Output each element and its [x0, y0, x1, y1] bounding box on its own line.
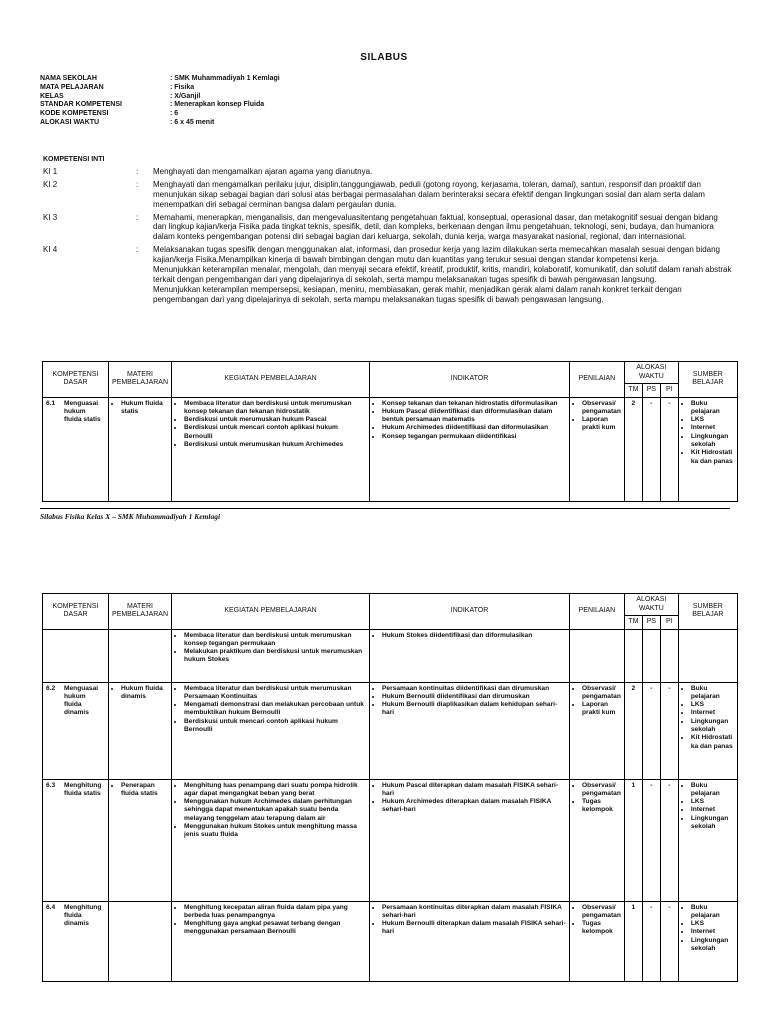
kegiatan-cell-list [175, 782, 366, 840]
penilaian-cell-list [573, 400, 621, 433]
header-materi: MATERI PEMBELAJARAN [109, 594, 172, 630]
bullet-item: • Kit Hidrostati ka dan panas [691, 734, 734, 751]
table-header-row [43, 594, 738, 616]
syllabus-table-2 [42, 593, 738, 982]
bullet-item: • Lingkungan sekolah [691, 433, 734, 450]
kegiatan-cell [172, 629, 370, 682]
ki-row [43, 180, 733, 210]
kegiatan-cell [172, 682, 370, 779]
header-pi: PI [660, 384, 678, 398]
ki-colon: : [136, 179, 139, 189]
ki-code: KI 4 [43, 245, 58, 255]
table-row [43, 397, 738, 501]
kegiatan-cell-list [175, 400, 366, 450]
bullet-item: • Berdiskusi untuk merumuskan hukum Pascal [184, 416, 366, 424]
bullet-item: • Buku pelajaran [691, 904, 734, 921]
sumber-cell-list [682, 400, 734, 466]
bullet-item: • Internet [691, 806, 734, 814]
kompetensi-inti [43, 155, 733, 308]
bullet-item: • Menggunakan hukum Archimedes dalam perhitungan sehingga dapat menentukan apakah suatu benda melayang tenggelam atau terapung dalam air [184, 798, 366, 823]
ki-row [43, 245, 733, 304]
bullet-item: • Hukum Bernoulli diaplikasikan dalam kehidupan sehari-hari [382, 701, 566, 718]
indikator-cell [370, 682, 570, 779]
tm-cell [624, 629, 642, 682]
bullet-item: • Lingkungan sekolah [691, 937, 734, 954]
indikator-cell-list [373, 782, 566, 815]
sumber-cell [678, 779, 737, 901]
info-label: KELAS [40, 92, 64, 100]
kd-cell [43, 682, 109, 779]
kegiatan-cell [172, 901, 370, 981]
sumber-cell [678, 901, 737, 981]
info-value: : Menerapkan konsep Fluida [170, 101, 265, 109]
ki-code: KI 2 [43, 179, 58, 189]
header-materi: MATERI PEMBELAJARAN [109, 362, 172, 398]
bullet-item: • Hukum Archimedes diidentifikasi dan diformulasikan [382, 424, 566, 432]
materi-cell [109, 397, 172, 501]
table-row [43, 629, 738, 682]
pi-cell [660, 629, 678, 682]
sumber-cell [678, 682, 737, 779]
kd-cell [43, 397, 109, 501]
kd-cell [43, 779, 109, 901]
bullet-item: • Lingkungan sekolah [691, 718, 734, 735]
bullet-item: • Berdiskusi untuk mencari contoh aplikasi hukum Bernoulli [184, 424, 366, 441]
kd-cell [43, 629, 109, 682]
bullet-item: • Internet [691, 424, 734, 432]
bullet-item: • Observasi/ pengamatan [582, 904, 621, 921]
pi-cell: - [660, 682, 678, 779]
info-label: KODE KOMPETENSI [40, 110, 109, 118]
penilaian-cell-list [573, 904, 621, 937]
ki-code: KI 3 [43, 212, 58, 222]
school-info [40, 75, 280, 128]
kd-text: Menghitung fluida statis [64, 781, 102, 797]
ki-row [43, 213, 733, 243]
syllabus-table-1 [42, 361, 738, 502]
bullet-item: • Melakukan praktikum dan berdiskusi untuk merumuskan hukum Stokes [184, 648, 366, 665]
header-tm: TM [624, 616, 642, 630]
kegiatan-cell [172, 779, 370, 901]
header-kegiatan: KEGIATAN PEMBELAJARAN [172, 594, 370, 630]
pi-cell: - [660, 901, 678, 981]
ki-text [153, 213, 733, 243]
ki-paragraph: Melaksanakan tugas spesifik dengan menggunakan alat, informasi, dan prosedur kerja yang lazim dilakukan serta memecahkan masalah sesuai dengan bidang kajian/kerja Fisika.Menampilkan kinerja di bawah bimbingan dengan mutu dan kuantitas yang terukur sesuai dengan standar kompetensi kerja. [153, 245, 721, 265]
header-penilaian: PENILAIAN [570, 594, 625, 630]
footer-divider [40, 508, 730, 509]
info-value: : 6 x 45 menit [170, 118, 215, 126]
penilaian-cell [570, 629, 625, 682]
ki-paragraph: Menunjukkan keterampilan menalar, mengolah, dan menyaji secara efektif, kreatif, produktif, kritis, mandiri, kolaboratif, komunikatif, dan solutif dalam ranah abstrak terkait dengan pengembangan dari yang dipelajarinya di sekolah, serta mampu melaksanakan tugas spesifik di bawah pengawasan langsung. [153, 265, 732, 284]
kd-content [46, 782, 105, 799]
tm-cell: 1 [624, 901, 642, 981]
header-kompetensi-dasar: KOMPETENSI DASAR [43, 362, 109, 398]
info-value: : Fisika [170, 83, 195, 91]
tm-cell: 2 [624, 682, 642, 779]
indikator-cell [370, 397, 570, 501]
materi-cell-list [112, 400, 168, 417]
bullet-item: • Konsep tekanan dan tekanan hidrostatis diformulasikan [382, 400, 566, 408]
materi-cell-list [112, 782, 168, 799]
ki-paragraph: Menunjukkan keterampilan mempersepsi, kesiapan, meniru, membiasakan, gerak mahir, menjadikan gerak alami dalam ranah konkret terkait dengan pengembangan dari yang dipelajarinya di sekolah, serta mampu melaksanakan tugas spesifik di bawah pengawasan langsung. [153, 284, 682, 304]
tm-cell: 2 [624, 397, 642, 501]
header-alokasi-waktu: ALOKASI WAKTU [624, 594, 678, 616]
bullet-item: • Hukum Pascal diidentifikasi dan diformulasikan dalam bentuk persamaan matematis [382, 408, 566, 425]
kd-code: 6.2 [46, 684, 56, 692]
bullet-item: • Konsep tegangan permukaan diidentifikasi [382, 433, 566, 441]
bullet-item: • Berdiskusi untuk mencari contoh aplikasi hukum Bernoulli [184, 718, 366, 735]
table-row [43, 682, 738, 779]
info-row [40, 93, 280, 102]
ki-heading: KOMPETENSI INTI [43, 156, 105, 163]
kd-content [46, 904, 105, 929]
ki-colon: : [136, 245, 139, 255]
table-row [43, 901, 738, 981]
indikator-cell [370, 629, 570, 682]
ki-list [43, 167, 733, 305]
bullet-item: • Hukum Archimedes diterapkan dalam masalah FISIKA sehari-hari [382, 798, 566, 815]
tm-cell: 1 [624, 779, 642, 901]
header-penilaian: PENILAIAN [570, 362, 625, 398]
penilaian-cell [570, 901, 625, 981]
sumber-cell [678, 397, 737, 501]
penilaian-cell-list [573, 685, 621, 718]
sumber-cell-list [682, 782, 734, 832]
info-row [40, 119, 280, 128]
page-footer: Silabus Fisika Kelas X – SMK Muhammadiyah 1 Kemlagi [40, 512, 221, 521]
bullet-item: • Hukum fluida statis [121, 400, 168, 417]
sumber-cell [678, 629, 737, 682]
ps-cell: - [642, 397, 660, 501]
bullet-item: • Observasi/ pengamatan [582, 400, 621, 417]
kd-code: 6.3 [46, 781, 56, 789]
table-row [43, 779, 738, 901]
info-value: : 6 [170, 110, 179, 118]
header-kompetensi-dasar: KOMPETENSI DASAR [43, 594, 109, 630]
materi-cell-list [112, 685, 168, 702]
bullet-item: • Internet [691, 928, 734, 936]
kd-text: Menghitung fluida dinamis [64, 903, 102, 928]
bullet-item: • Observasi/ pengamatan [582, 685, 621, 702]
ps-cell: - [642, 901, 660, 981]
ki-row [43, 167, 733, 177]
header-kegiatan: KEGIATAN PEMBELAJARAN [172, 362, 370, 398]
info-value: : SMK Muhammadiyah 1 Kemlagi [170, 75, 280, 82]
header-alokasi-waktu: ALOKASI WAKTU [624, 362, 678, 384]
bullet-item: • Hukum Stokes diidentifikasi dan diformulasikan [382, 632, 566, 640]
bullet-item: • Membaca literatur dan berdiskusi untuk merumuskan konsep tekanan dan tekanan hidrostatik [184, 400, 366, 417]
kd-code: 6.1 [46, 399, 56, 407]
bullet-item: • Tugas kelompok [582, 798, 621, 815]
header-ps: PS [642, 384, 660, 398]
indikator-cell [370, 779, 570, 901]
materi-cell [109, 901, 172, 981]
bullet-item: • Observasi/ pengamatan [582, 782, 621, 799]
info-label: NAMA SEKOLAH [40, 75, 97, 82]
bullet-item: • Menggunakan hukum Stokes untuk menghitung massa jenis suatu fluida [184, 823, 366, 840]
kd-text: Menguasai hukum fluida statis [64, 399, 101, 424]
indikator-cell-list [373, 632, 566, 640]
bullet-item: • Kit Hidrostati ka dan panas [691, 449, 734, 466]
bullet-item: • Persamaan kontinuitas diidentifikasi dan dirumuskan [382, 685, 566, 693]
penilaian-cell [570, 682, 625, 779]
info-value: : X/Ganjil [170, 92, 201, 100]
kd-text: Menguasai hukum fluida dinamis [64, 684, 99, 717]
bullet-item: • Persamaan kontinuitas diterapkan dalam masalah FISIKA sehari-hari [382, 904, 566, 921]
indikator-cell-list [373, 685, 566, 718]
header-pi: PI [660, 616, 678, 630]
bullet-item: • Buku pelajaran [691, 400, 734, 417]
ki-text [153, 167, 733, 177]
indikator-cell-list [373, 400, 566, 441]
ps-cell: - [642, 682, 660, 779]
info-row [40, 75, 280, 84]
bullet-item: • LKS [691, 416, 734, 424]
ki-colon: : [136, 166, 139, 176]
header-sumber-belajar: SUMBER BELAJAR [678, 594, 737, 630]
ki-text [153, 180, 733, 210]
bullet-item: • Internet [691, 709, 734, 717]
pi-cell: - [660, 397, 678, 501]
bullet-item: • LKS [691, 920, 734, 928]
kegiatan-cell-list [175, 904, 366, 937]
info-label: ALOKASI WAKTU [40, 118, 100, 126]
penilaian-cell [570, 779, 625, 901]
page-title: SILABUS [360, 52, 408, 63]
kd-code: 6.4 [46, 903, 56, 911]
bullet-item: • LKS [691, 798, 734, 806]
kegiatan-cell-list [175, 685, 366, 735]
info-row [40, 84, 280, 93]
bullet-item: • Hukum Bernoulli diidentifikasi dan dirumuskan [382, 693, 566, 701]
bullet-item: • Menghitung luas penampang dari suatu pompa hidrolik agar dapat mengangkat beban yang berat [184, 782, 366, 799]
materi-cell [109, 682, 172, 779]
header-indikator: INDIKATOR [370, 594, 570, 630]
bullet-item: • Buku pelajaran [691, 782, 734, 799]
kegiatan-cell [172, 397, 370, 501]
header-indikator: INDIKATOR [370, 362, 570, 398]
header-ps: PS [642, 616, 660, 630]
info-row [40, 101, 280, 110]
sumber-cell-list [682, 685, 734, 751]
ki-paragraph: Memahami, menerapkan, menganalisis, dan mengevaluasitentang pengetahuan faktual, konseptual, operasional dasar, dan metakognitif sesuai dengan bidang dan lingkup kajian/kerja Fisika pada tingkat teknis, spesifik, detil, dan kompleks, berkenaan dengan ilmu pengetahuan, teknologi, seni, budaya, dan humaniora dalam konteks pengembangan potensi diri sebagai bagian dari keluarga, sekolah, dunia kerja, warga masyarakat nasional, regional, dan internasional. [153, 212, 718, 242]
bullet-item: • Hukum Pascal diterapkan dalam masalah FISIKA sehari-hari [382, 782, 566, 799]
ps-cell: - [642, 779, 660, 901]
info-row [40, 110, 280, 119]
bullet-item: • Menghitung kecepatan aliran fluida dalam pipa yang berbeda luas penampangnya [184, 904, 366, 921]
bullet-item: • Laporan prakti kum [582, 701, 621, 718]
info-label: MATA PELAJARAN [40, 83, 104, 91]
bullet-item: • Tugas kelompok [582, 920, 621, 937]
bullet-item: • Buku pelajaran [691, 685, 734, 702]
kd-cell [43, 901, 109, 981]
materi-cell [109, 629, 172, 682]
kegiatan-cell-list [175, 632, 366, 665]
sumber-cell-list [682, 904, 734, 954]
penilaian-cell [570, 397, 625, 501]
info-label: STANDAR KOMPETENSI [40, 101, 122, 109]
bullet-item: • Membaca literatur dan berdiskusi untuk merumuskan konsep tegangan permukaan [184, 632, 366, 649]
indikator-cell [370, 901, 570, 981]
header-sumber-belajar: SUMBER BELAJAR [678, 362, 737, 398]
bullet-item: • Hukum Bernoulli diterapkan dalam masalah FISIKA sehari-hari [382, 920, 566, 937]
ki-colon: : [136, 212, 139, 222]
kd-content [46, 685, 105, 718]
bullet-item: • Lingkungan sekolah [691, 815, 734, 832]
materi-cell [109, 779, 172, 901]
ki-text [153, 245, 733, 304]
header-tm: TM [624, 384, 642, 398]
ki-paragraph: Menghayati dan mengamalkan perilaku jujur, disiplin,tanggungjawab, peduli (gotong royong, kerjasama, toleran, damai), santun, responsif dan proaktif dan menunjukan sikap sebagai bagian dari solusi atas berbagai permasalahan dalam berinteraksi secara efektif dengan lingkungan sosial dan alam serta dalam menempatkan diri sebagai cerminan bangsa dalam pergaulan dunia. [153, 179, 705, 209]
bullet-item: • Menghitung gaya angkat pesawat terbang dengan menggunakan persamaan Bernoulli [184, 920, 366, 937]
bullet-item: • Mengamati demonstrasi dan melakukan percobaan untuk membuktikan hukum Bernoulli [184, 701, 366, 718]
penilaian-cell-list [573, 782, 621, 815]
kd-content [46, 400, 105, 425]
bullet-item: • Membaca literatur dan berdiskusi untuk merumuskan Persamaan Kontinuitas [184, 685, 366, 702]
bullet-item: • Hukum fluida dinamis [121, 685, 168, 702]
ki-paragraph: Menghayati dan mengamalkan ajaran agama yang dianutnya. [153, 166, 373, 176]
bullet-item: • Penerapan fluida statis [121, 782, 168, 799]
table-header-row [43, 362, 738, 384]
bullet-item: • Laporan prakti kum [582, 416, 621, 433]
bullet-item: • Berdiskusi untuk merumuskan hukum Archimedes [184, 441, 366, 449]
ps-cell [642, 629, 660, 682]
bullet-item: • LKS [691, 701, 734, 709]
indikator-cell-list [373, 904, 566, 937]
ki-code: KI 1 [43, 166, 58, 176]
pi-cell: - [660, 779, 678, 901]
